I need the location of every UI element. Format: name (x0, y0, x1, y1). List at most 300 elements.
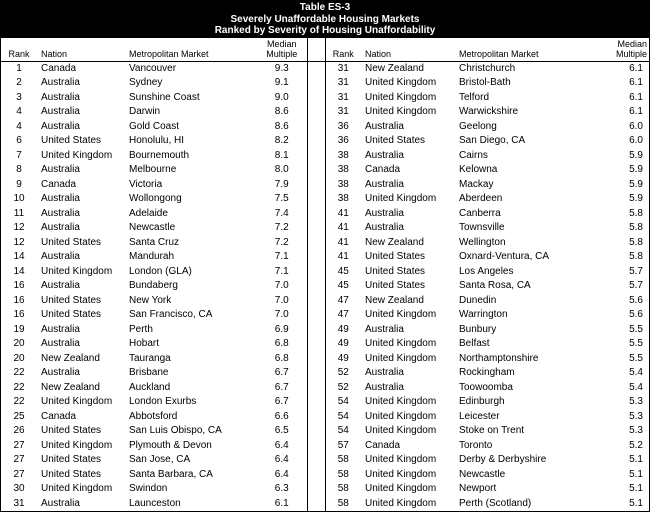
metro-cell-left: Abbotsford (129, 410, 178, 422)
nation-cell-left: United States (41, 294, 102, 306)
multiple-cell-right: 5.9 (629, 178, 643, 190)
nation-cell-right: United States (365, 280, 426, 291)
table-row (1, 424, 649, 439)
metro-cell-left: Bundaberg (129, 280, 178, 291)
rank-cell-left: 22 (13, 396, 25, 407)
rank-cell-right: 58 (337, 454, 349, 465)
nation-cell-right: United States (365, 265, 426, 277)
metro-cell-left: Wollongong (129, 193, 182, 204)
metro-cell-right: Derby & Derbyshire (459, 454, 547, 465)
table-row (1, 308, 649, 323)
multiple-cell-right: 5.5 (629, 323, 643, 335)
multiple-cell-right: 6.1 (629, 91, 643, 103)
column-separator (307, 308, 325, 323)
metro-cell-right: Toronto (459, 439, 493, 451)
multiple-cell-left: 6.5 (274, 425, 289, 436)
column-separator (307, 61, 325, 76)
nation-cell-right: United Kingdom (365, 77, 437, 88)
metro-cell-left: Tauranga (129, 352, 171, 364)
nation-cell-right: United Kingdom (365, 396, 437, 407)
rank-cell-left: 2 (16, 77, 22, 88)
nation-cell-left: Australia (41, 193, 80, 204)
multiple-cell-left: 6.8 (274, 352, 289, 364)
rank-cell-left: 20 (13, 352, 25, 364)
nation-cell-right: United Kingdom (365, 91, 437, 103)
rank-cell-right: 54 (337, 396, 349, 407)
multiple-cell-left: 7.4 (274, 207, 289, 219)
multiple-cell-right: 6.1 (629, 106, 643, 117)
nation-cell-right: United States (365, 135, 426, 146)
nation-cell-left: Australia (41, 338, 80, 349)
column-separator (307, 163, 325, 178)
nation-cell-left: Australia (41, 120, 80, 132)
multiple-cell-left: 7.0 (274, 294, 289, 306)
nation-cell-right: United Kingdom (365, 352, 437, 364)
multiple-cell-right: 5.3 (629, 410, 643, 422)
metro-cell-left: Swindon (129, 483, 168, 494)
header-rank-right: Rank (325, 38, 361, 62)
rank-cell-right: 38 (337, 149, 349, 161)
metro-cell-right: Northamptonshire (459, 352, 539, 364)
nation-cell-right: Australia (365, 120, 404, 132)
metro-cell-right: Oxnard-Ventura, CA (459, 251, 550, 262)
column-separator (307, 366, 325, 381)
rank-cell-right: 31 (337, 62, 349, 74)
metro-cell-right: Rockingham (459, 367, 515, 378)
nation-cell-left: Australia (41, 164, 80, 175)
multiple-cell-right: 5.9 (629, 193, 643, 204)
rank-cell-right: 45 (337, 265, 349, 277)
metro-cell-right: Edinburgh (459, 396, 505, 407)
metro-cell-left: London Exurbs (129, 396, 197, 407)
multiple-cell-right: 5.3 (629, 425, 643, 436)
metro-cell-right: Santa Rosa, CA (459, 280, 531, 291)
column-separator (307, 134, 325, 149)
table-row (1, 120, 649, 135)
metro-cell-right: Bunbury (459, 323, 497, 335)
metro-cell-right: Geelong (459, 120, 497, 132)
nation-cell-right: Australia (365, 207, 404, 219)
table-row (1, 352, 649, 367)
rank-cell-left: 8 (16, 164, 22, 175)
rank-cell-right: 41 (337, 222, 349, 233)
rank-cell-left: 20 (13, 338, 25, 349)
nation-cell-left: Canada (41, 410, 77, 422)
metro-cell-left: Sunshine Coast (129, 91, 200, 103)
nation-cell-left: Australia (41, 280, 80, 291)
multiple-cell-left: 6.3 (274, 483, 289, 494)
nation-cell-left: United States (41, 236, 102, 248)
rank-cell-left: 19 (13, 323, 25, 335)
nation-cell-right: Canada (365, 164, 401, 175)
multiple-cell-right: 5.5 (629, 338, 643, 349)
nation-cell-right: Australia (365, 149, 404, 161)
table-title: Severely Unaffordable Housing Markets (230, 13, 420, 25)
table-row (1, 366, 649, 381)
nation-cell-right: United Kingdom (365, 106, 437, 117)
metro-cell-left: Sydney (129, 77, 163, 88)
multiple-cell-left: 9.3 (274, 62, 289, 74)
nation-cell-left: Australia (41, 91, 80, 103)
rank-cell-right: 36 (337, 120, 349, 132)
rank-cell-left: 16 (13, 294, 25, 306)
nation-cell-right: United Kingdom (365, 410, 437, 422)
rank-cell-right: 38 (337, 193, 349, 204)
metro-cell-left: Darwin (129, 106, 161, 117)
multiple-cell-left: 7.0 (274, 309, 289, 320)
rank-cell-right: 41 (337, 251, 349, 262)
rank-cell-left: 9 (16, 178, 22, 190)
metro-cell-left: Santa Cruz (129, 236, 180, 248)
markets-table (1, 38, 649, 512)
metro-cell-left: Victoria (129, 178, 163, 190)
nation-cell-left: United Kingdom (41, 483, 113, 494)
rank-cell-right: 45 (337, 280, 349, 291)
metro-cell-right: Aberdeen (459, 193, 503, 204)
multiple-cell-right: 5.6 (629, 294, 643, 306)
multiple-cell-left: 6.4 (274, 454, 289, 465)
table-row (1, 410, 649, 425)
multiple-cell-left: 6.7 (274, 396, 289, 407)
rank-cell-left: 22 (13, 381, 25, 393)
multiple-cell-right: 6.1 (629, 77, 643, 88)
metro-cell-left: Perth (129, 323, 153, 335)
column-separator (307, 38, 325, 62)
rank-cell-right: 47 (337, 309, 349, 320)
header-median-right-line2: Multiple (615, 48, 647, 59)
table-title-band (1, 1, 649, 38)
multiple-cell-left: 6.8 (274, 338, 289, 349)
rank-cell-left: 12 (13, 236, 25, 248)
multiple-cell-right: 6.0 (629, 120, 643, 132)
metro-cell-left: Gold Coast (129, 120, 180, 132)
table-row (1, 61, 649, 76)
column-separator (307, 482, 325, 497)
table-row (1, 105, 649, 120)
nation-cell-left: United States (41, 454, 102, 465)
nation-cell-left: Australia (41, 207, 80, 219)
rank-cell-right: 52 (337, 367, 349, 378)
multiple-cell-left: 8.1 (274, 149, 289, 161)
metro-cell-left: Bournemouth (129, 149, 190, 161)
rank-cell-left: 22 (13, 367, 25, 378)
table-row (1, 468, 649, 483)
nation-cell-left: Australia (41, 323, 80, 335)
metro-cell-left: Auckland (129, 381, 171, 393)
table-row (1, 207, 649, 222)
table-row (1, 250, 649, 265)
header-nation-right: Nation (361, 38, 455, 62)
multiple-cell-right: 5.3 (629, 396, 643, 407)
table-row (1, 497, 649, 512)
multiple-cell-right: 5.1 (629, 483, 643, 494)
metro-cell-left: Melbourne (129, 164, 177, 175)
header-median-right (597, 38, 649, 62)
column-separator (307, 410, 325, 425)
column-separator (307, 395, 325, 410)
nation-cell-right: Australia (365, 222, 404, 233)
nation-cell-left: Canada (41, 178, 77, 190)
rank-cell-right: 41 (337, 236, 349, 248)
nation-cell-left: United Kingdom (41, 439, 113, 451)
table-row (1, 337, 649, 352)
multiple-cell-left: 7.9 (274, 178, 289, 190)
nation-cell-left: United States (41, 425, 102, 436)
table-row (1, 294, 649, 309)
table-row (1, 381, 649, 396)
multiple-cell-left: 8.2 (274, 135, 289, 146)
metro-cell-right: Toowoomba (459, 381, 513, 393)
nation-cell-right: Australia (365, 381, 404, 393)
multiple-cell-right: 5.5 (629, 352, 643, 364)
rank-cell-left: 30 (13, 483, 25, 494)
table-row (1, 265, 649, 280)
rank-cell-right: 57 (337, 439, 349, 451)
multiple-cell-left: 7.0 (274, 280, 289, 291)
metro-cell-left: Newcastle (129, 222, 176, 233)
column-separator (307, 76, 325, 91)
multiple-cell-right: 5.4 (629, 381, 643, 393)
table-row (1, 279, 649, 294)
rank-cell-right: 49 (337, 352, 349, 364)
table-row (1, 323, 649, 338)
nation-cell-right: New Zealand (365, 236, 424, 248)
rank-cell-right: 41 (337, 207, 349, 219)
nation-cell-right: Australia (365, 367, 404, 378)
multiple-cell-right: 5.1 (629, 497, 643, 509)
metro-cell-right: Wellington (459, 236, 506, 248)
multiple-cell-right: 6.1 (629, 62, 643, 74)
table-row (1, 163, 649, 178)
table-row (1, 439, 649, 454)
multiple-cell-left: 8.6 (274, 106, 289, 117)
table-row (1, 221, 649, 236)
rank-cell-left: 27 (13, 439, 25, 451)
rank-cell-right: 54 (337, 425, 349, 436)
metro-cell-left: Adelaide (129, 207, 168, 219)
multiple-cell-left: 7.1 (274, 251, 289, 262)
multiple-cell-left: 8.0 (274, 164, 289, 175)
multiple-cell-left: 6.4 (274, 439, 289, 451)
multiple-cell-left: 7.5 (274, 193, 289, 204)
nation-cell-left: United States (41, 309, 102, 320)
rank-cell-left: 26 (13, 425, 25, 436)
metro-cell-left: Brisbane (129, 367, 169, 378)
table-subtitle: Ranked by Severity of Housing Unaffordability (214, 25, 436, 36)
metro-cell-right: Bristol-Bath (459, 77, 511, 88)
metro-cell-left: Hobart (129, 338, 160, 349)
nation-cell-right: New Zealand (365, 62, 424, 74)
column-separator (307, 381, 325, 396)
metro-cell-right: Dunedin (459, 294, 497, 306)
metro-cell-right: Christchurch (459, 62, 516, 74)
rank-cell-left: 1 (16, 62, 22, 74)
nation-cell-right: Australia (365, 323, 404, 335)
column-separator (307, 497, 325, 512)
rank-cell-left: 31 (13, 497, 25, 509)
rank-cell-right: 47 (337, 294, 349, 306)
rank-cell-right: 58 (337, 468, 349, 480)
multiple-cell-left: 8.6 (274, 120, 289, 132)
rank-cell-left: 4 (16, 106, 22, 117)
metro-cell-right: Townsville (459, 222, 505, 233)
multiple-cell-right: 5.8 (629, 207, 643, 219)
nation-cell-left: Canada (41, 62, 77, 74)
nation-cell-right: United States (365, 251, 426, 262)
multiple-cell-left: 6.9 (274, 323, 289, 335)
metro-cell-left: San Luis Obispo, CA (129, 425, 222, 436)
nation-cell-right: United Kingdom (365, 309, 437, 320)
rank-cell-right: 38 (337, 164, 349, 175)
multiple-cell-right: 5.7 (629, 280, 643, 291)
nation-cell-left: Australia (41, 367, 80, 378)
column-separator (307, 236, 325, 251)
rank-cell-left: 3 (16, 91, 22, 103)
multiple-cell-right: 5.4 (629, 367, 643, 378)
header-metro-right: Metropolitan Market (455, 38, 597, 62)
nation-cell-left: Australia (41, 106, 80, 117)
nation-cell-right: New Zealand (365, 294, 424, 306)
table-row (1, 192, 649, 207)
metro-cell-left: Vancouver (129, 62, 177, 74)
metro-cell-right: Cairns (459, 149, 488, 161)
column-separator (307, 250, 325, 265)
metro-cell-right: Perth (Scotland) (459, 497, 532, 509)
column-separator (307, 149, 325, 164)
multiple-cell-right: 5.8 (629, 222, 643, 233)
nation-cell-left: United Kingdom (41, 149, 113, 161)
column-separator (307, 91, 325, 106)
nation-cell-left: United Kingdom (41, 396, 113, 407)
header-rank-left: Rank (1, 38, 37, 62)
table-row (1, 178, 649, 193)
column-separator (307, 439, 325, 454)
nation-cell-left: United Kingdom (41, 265, 113, 277)
column-separator (307, 352, 325, 367)
nation-cell-left: Australia (41, 251, 80, 262)
nation-cell-left: Australia (41, 222, 80, 233)
nation-cell-right: United Kingdom (365, 483, 437, 494)
column-separator (307, 120, 325, 135)
multiple-cell-right: 5.9 (629, 149, 643, 161)
metro-cell-right: Canberra (459, 207, 501, 219)
rank-cell-left: 27 (13, 454, 25, 465)
nation-cell-right: United Kingdom (365, 338, 437, 349)
multiple-cell-left: 6.7 (274, 381, 289, 393)
rank-cell-left: 25 (13, 410, 25, 422)
table-row (1, 149, 649, 164)
header-median-right-line1: Median (617, 38, 647, 49)
metro-cell-left: Mandurah (129, 251, 175, 262)
rank-cell-right: 49 (337, 338, 349, 349)
rank-cell-left: 12 (13, 222, 25, 233)
multiple-cell-right: 5.2 (629, 439, 643, 451)
multiple-cell-right: 5.7 (629, 265, 643, 277)
multiple-cell-left: 6.4 (274, 468, 289, 480)
nation-cell-left: United States (41, 135, 102, 146)
multiple-cell-left: 9.0 (274, 91, 289, 103)
header-median-left-line2: Multiple (266, 48, 298, 59)
nation-cell-left: Australia (41, 77, 80, 88)
multiple-cell-left: 7.2 (274, 222, 289, 233)
rank-cell-left: 4 (16, 120, 22, 132)
rank-cell-left: 14 (13, 265, 25, 277)
column-separator (307, 337, 325, 352)
rank-cell-right: 38 (337, 178, 349, 190)
table-row (1, 395, 649, 410)
rank-cell-right: 52 (337, 381, 349, 393)
table-row (1, 482, 649, 497)
multiple-cell-right: 5.8 (629, 236, 643, 248)
table-header (1, 38, 649, 62)
rank-cell-right: 31 (337, 91, 349, 103)
nation-cell-left: Australia (41, 497, 80, 509)
column-separator (307, 192, 325, 207)
table-row (1, 134, 649, 149)
multiple-cell-left: 7.2 (274, 236, 289, 248)
nation-cell-right: United Kingdom (365, 425, 437, 436)
metro-cell-left: San Francisco, CA (129, 309, 213, 320)
rank-cell-left: 6 (16, 135, 22, 146)
column-separator (307, 453, 325, 468)
rank-cell-right: 31 (337, 106, 349, 117)
metro-cell-right: San Diego, CA (459, 135, 526, 146)
metro-cell-left: Plymouth & Devon (129, 439, 212, 451)
multiple-cell-left: 6.7 (274, 367, 289, 378)
table-row (1, 76, 649, 91)
metro-cell-right: Newcastle (459, 468, 506, 480)
multiple-cell-left: 6.1 (274, 497, 289, 509)
multiple-cell-left: 6.6 (274, 410, 289, 422)
metro-cell-right: Belfast (459, 338, 490, 349)
column-separator (307, 323, 325, 338)
table-body (1, 61, 649, 511)
rank-cell-left: 11 (13, 207, 25, 219)
column-separator (307, 105, 325, 120)
header-median-left-line1: Median (266, 38, 297, 49)
metro-cell-left: Launceston (129, 497, 181, 509)
metro-cell-left: Santa Barbara, CA (129, 468, 213, 480)
metro-cell-right: Mackay (459, 178, 494, 190)
rank-cell-left: 7 (16, 149, 22, 161)
metro-cell-right: Warrington (459, 309, 508, 320)
nation-cell-left: New Zealand (41, 381, 100, 393)
multiple-cell-right: 6.0 (629, 135, 643, 146)
metro-cell-right: Kelowna (459, 164, 498, 175)
table-number: Table ES-3 (299, 2, 351, 13)
metro-cell-right: Los Angeles (459, 265, 514, 277)
table-row (1, 91, 649, 106)
column-separator (307, 424, 325, 439)
metro-cell-right: Telford (459, 91, 490, 103)
metro-cell-left: New York (129, 294, 172, 306)
rank-cell-right: 58 (337, 497, 349, 509)
rank-cell-left: 27 (13, 468, 25, 480)
metro-cell-right: Stoke on Trent (459, 425, 525, 436)
nation-cell-left: United States (41, 468, 102, 480)
rank-cell-left: 16 (13, 309, 25, 320)
table-row (1, 453, 649, 468)
column-separator (307, 294, 325, 309)
metro-cell-left: London (GLA) (129, 265, 192, 277)
metro-cell-left: San Jose, CA (129, 454, 191, 465)
column-separator (307, 178, 325, 193)
header-median-left (257, 38, 307, 62)
nation-cell-right: United Kingdom (365, 193, 437, 204)
multiple-cell-right: 5.8 (629, 251, 643, 262)
column-separator (307, 279, 325, 294)
column-separator (307, 468, 325, 483)
